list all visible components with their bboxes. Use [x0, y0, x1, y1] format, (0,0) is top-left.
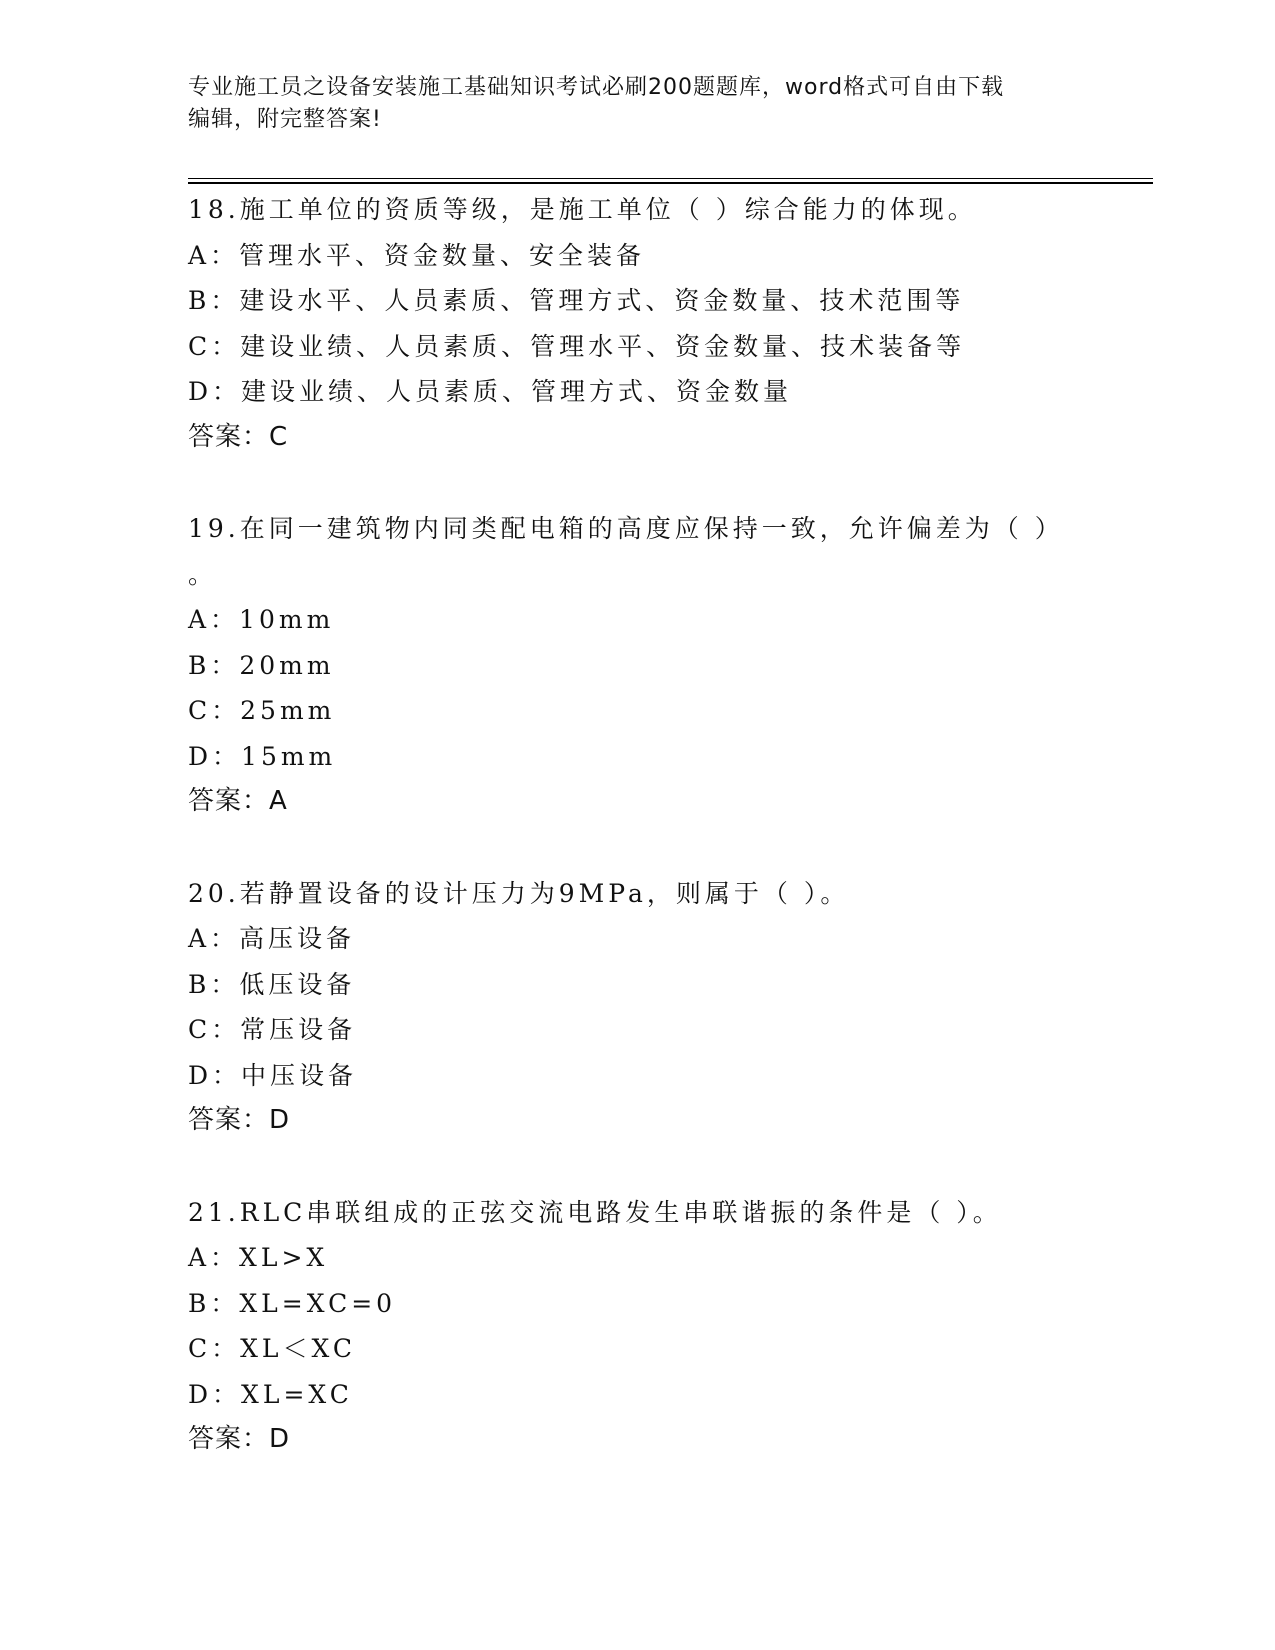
- option-c: C：常压设备: [188, 1015, 357, 1044]
- option-d: D：15mm: [188, 741, 337, 771]
- option-c: C：25mm: [188, 696, 336, 725]
- option-d: D：XL=XC: [188, 1379, 353, 1409]
- option-c: C：建设业绩、人员素质、管理水平、资金数量、技术装备等: [188, 331, 966, 361]
- question-stem-continuation: 。: [188, 559, 218, 589]
- question-18: [188, 187, 1068, 460]
- option-a: A：10mm: [188, 605, 335, 634]
- question-19: [188, 506, 1068, 825]
- question-stem: 19.在同一建筑物内同类配电箱的高度应保持一致，允许偏差为（ ）: [188, 514, 1064, 543]
- option-a: A：高压设备: [188, 924, 356, 953]
- question-stem: 20.若静置设备的设计压力为9MPa，则属于（ ）。: [188, 878, 850, 908]
- answer: 答案：A: [188, 786, 288, 816]
- option-b: B：建设水平、人员素质、管理方式、资金数量、技术范围等: [188, 286, 965, 315]
- header-line-2: 编辑，附完整答案!: [188, 107, 382, 132]
- option-b: B：XL=XC=0: [188, 1288, 397, 1318]
- question-stem: 21.RLC串联组成的正弦交流电路发生串联谐振的条件是（ ）。: [188, 1197, 1002, 1227]
- answer: 答案：C: [188, 421, 289, 452]
- answer: 答案：D: [188, 1105, 291, 1135]
- option-b: B：低压设备: [188, 969, 356, 999]
- question-20: [188, 871, 1068, 1144]
- option-b: B：20mm: [188, 650, 335, 680]
- option-a: A：XL>X: [188, 1243, 329, 1272]
- header-rule-thick: [188, 182, 1153, 184]
- option-c: C：XL＜XC: [188, 1334, 357, 1363]
- question-21: [188, 1190, 1068, 1463]
- document-header: [188, 72, 1068, 136]
- option-d: D：中压设备: [188, 1060, 358, 1090]
- option-d: D：建设业绩、人员素质、管理方式、资金数量: [188, 377, 793, 406]
- header-rule-thin: [188, 178, 1153, 179]
- question-stem: 18.施工单位的资质等级，是施工单位（ ）综合能力的体现。: [188, 195, 977, 224]
- answer: 答案：D: [188, 1424, 291, 1454]
- option-a: A：管理水平、资金数量、安全装备: [188, 240, 646, 270]
- question-list: [188, 187, 1068, 1509]
- header-line-1: 专业施工员之设备安装施工基础知识考试必刷200题题库，word格式可自由下载: [188, 75, 1005, 100]
